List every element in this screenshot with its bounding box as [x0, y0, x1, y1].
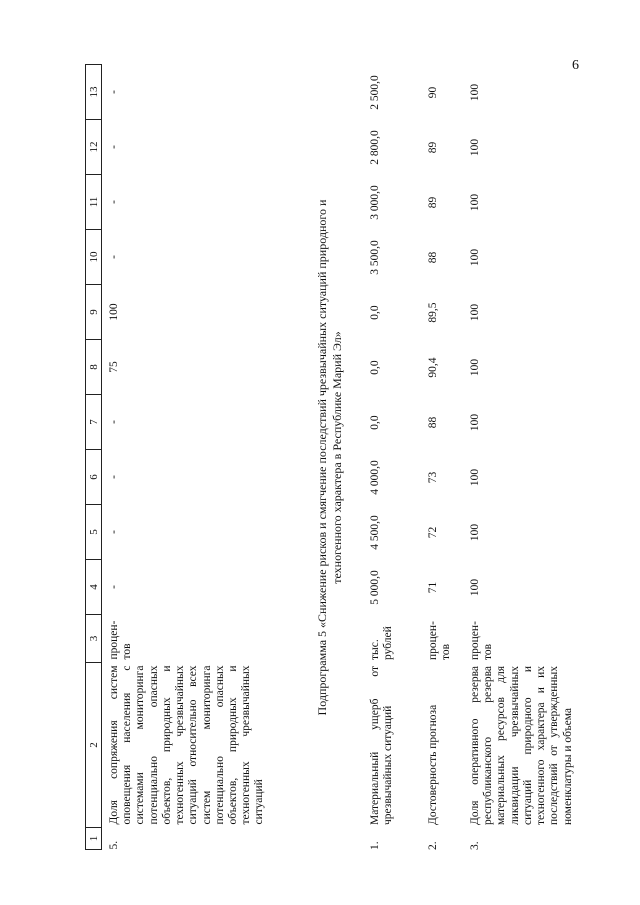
- column-number: 2: [86, 663, 102, 828]
- table-row: [102, 65, 271, 850]
- value-cell: 4 000,0: [369, 460, 381, 495]
- value-cell: 0,0: [369, 305, 381, 320]
- table-row: [465, 65, 579, 850]
- value-cell: -: [108, 90, 120, 94]
- value-cell: 100: [469, 468, 481, 487]
- column-number: 6: [86, 450, 102, 505]
- value-cell: 89: [427, 141, 439, 154]
- value-cell: 100: [469, 578, 481, 597]
- row-number: 2.: [427, 841, 439, 850]
- value-cell: 100: [469, 358, 481, 377]
- column-number: 1: [86, 828, 102, 850]
- value-cell: 73: [427, 471, 439, 484]
- value-cell: -: [108, 420, 120, 424]
- column-number-row: [86, 65, 102, 850]
- value-cell: 4 500,0: [369, 515, 381, 550]
- value-cell: 2 500,0: [369, 75, 381, 110]
- column-number: 8: [86, 340, 102, 395]
- value-cell: 100: [469, 138, 481, 157]
- value-cell: 0,0: [369, 360, 381, 375]
- value-cell: 89,5: [427, 302, 439, 323]
- value-cell: 90,4: [427, 357, 439, 378]
- indicator-table: [85, 65, 271, 850]
- value-cell: 75: [108, 361, 120, 373]
- value-cell: -: [108, 475, 120, 479]
- value-cell: 0,0: [369, 415, 381, 430]
- subprogram-section: [315, 65, 579, 850]
- value-cell: 2 800,0: [369, 130, 381, 165]
- value-cell: 100: [469, 523, 481, 542]
- column-number: 11: [86, 175, 102, 230]
- value-cell: 89: [427, 196, 439, 209]
- unit-cell: тыс. рублей: [369, 626, 395, 660]
- row-number: 1.: [369, 841, 381, 850]
- column-number: 10: [86, 230, 102, 285]
- value-cell: 100: [469, 248, 481, 267]
- value-cell: 5 000,0: [369, 570, 381, 605]
- indicator-name: Материальный ущерб от чрезвычайных ситуаций: [369, 666, 395, 825]
- row-number: 3.: [469, 841, 481, 850]
- rotated-page-content: [85, 65, 605, 850]
- column-number: 7: [86, 395, 102, 450]
- table-row: [365, 65, 423, 850]
- value-cell: 3 500,0: [369, 240, 381, 275]
- unit-cell: процен-тов: [108, 620, 134, 660]
- value-cell: -: [108, 200, 120, 204]
- value-cell: 88: [427, 416, 439, 429]
- value-cell: -: [108, 255, 120, 259]
- column-number: 12: [86, 120, 102, 175]
- column-number: 13: [86, 65, 102, 120]
- value-cell: 100: [469, 413, 481, 432]
- value-cell: 100: [108, 303, 120, 321]
- value-cell: 100: [469, 193, 481, 212]
- value-cell: 3 000,0: [369, 185, 381, 220]
- value-cell: -: [108, 145, 120, 149]
- column-number: 5: [86, 505, 102, 560]
- column-number: 9: [86, 285, 102, 340]
- indicator-name: Достоверность прогноза: [427, 704, 439, 825]
- indicator-name: Доля оперативного резерва республиканского резерва материальных ресурсов для ликвидации чрезвычайных ситуаций природного и техногенного характера и их последствий от утвержденных номенклатуры и объема: [469, 666, 574, 825]
- value-cell: 90: [427, 86, 439, 99]
- page-number: 6: [572, 58, 579, 73]
- row-number: 5.: [108, 840, 120, 850]
- table-row: [423, 65, 465, 850]
- column-number: 3: [86, 615, 102, 663]
- value-cell: 100: [469, 83, 481, 102]
- subprogram-title: Подпрограмма 5 «Снижение рисков и смягчение последствий чрезвычайных ситуаций природного и техногенного характера в Республике Марий Эл»: [315, 199, 344, 716]
- value-cell: 88: [427, 251, 439, 264]
- value-cell: -: [108, 585, 120, 589]
- unit-cell: процен-тов: [469, 621, 495, 660]
- value-cell: 72: [427, 526, 439, 539]
- column-number: 4: [86, 560, 102, 615]
- indicator-name: Доля сопряжения систем оповещения населения с системами мониторинга потенциально опасных объектов, природных и техногенных чрезвычайных ситуаций относительно всех систем мониторинга потенциально опасных объектов, природных и техногенных чрезвычайных ситуаций: [108, 665, 266, 825]
- value-cell: 71: [427, 581, 439, 594]
- unit-cell: процен-тов: [427, 621, 453, 660]
- value-cell: -: [108, 530, 120, 534]
- value-cell: 100: [469, 303, 481, 322]
